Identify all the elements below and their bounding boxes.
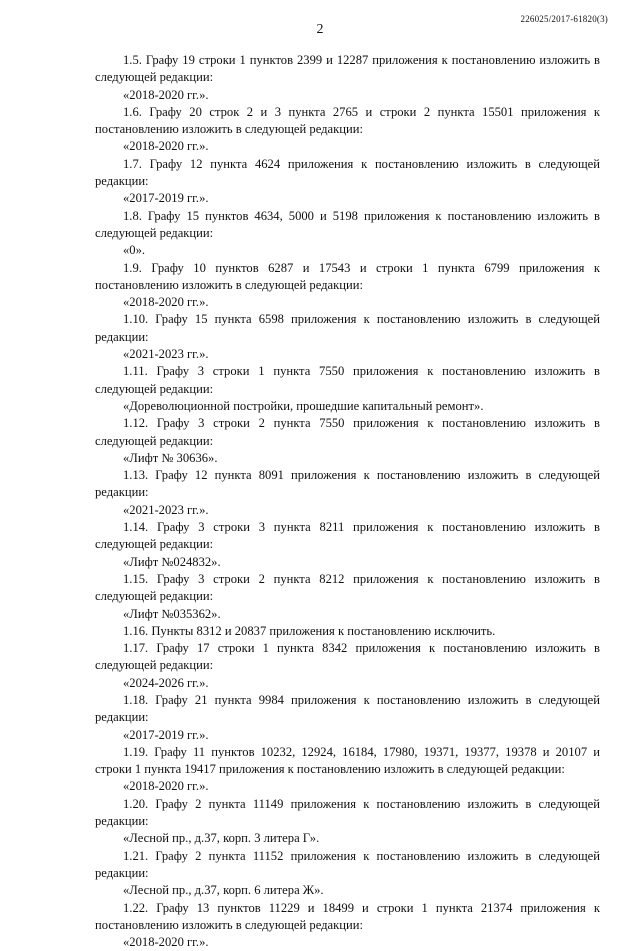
amendment-quote: «2024-2026 гг.». (123, 675, 209, 690)
amendment-paragraph: 1.16. Пункты 8312 и 20837 приложения к постановлению исключить. (123, 623, 496, 638)
amendment-paragraph: 1.11. Графу 3 строки 1 пункта 7550 приложения к постановлению изложить в следующей редакции: (95, 364, 600, 396)
amendment-paragraph: 1.21. Графу 2 пункта 11152 приложения к постановлению изложить в следующей редакции: (95, 848, 600, 880)
amendment-quote: «2018-2020 гг.». (123, 87, 209, 102)
amendment-paragraph: 1.14. Графу 3 строки 3 пункта 8211 приложения к постановлению изложить в следующей редакции: (95, 520, 600, 552)
document-code: 226025/2017-61820(3) (520, 14, 608, 24)
amendment-quote: «2018-2020 гг.». (123, 935, 209, 950)
amendment-quote: «2018-2020 гг.». (123, 295, 209, 310)
amendment-paragraph: 1.8. Графу 15 пунктов 4634, 5000 и 5198 приложения к постановлению изложить в следующей редакции: (95, 208, 600, 240)
amendment-quote: «Лесной пр., д.37, корп. 6 литера Ж». (123, 883, 324, 898)
amendment-paragraph: 1.10. Графу 15 пункта 6598 приложения к постановлению изложить в следующей редакции: (95, 312, 600, 344)
amendment-quote: «Лифт №024832». (123, 554, 221, 569)
page-number: 2 (316, 22, 324, 37)
document-body (95, 52, 600, 951)
amendment-quote: «2018-2020 гг.». (123, 139, 209, 154)
amendment-quote: «2017-2019 гг.». (123, 727, 209, 742)
amendment-quote: «Лесной пр., д.37, корп. 3 литера Г». (123, 831, 320, 846)
amendment-quote: «Дореволюционной постройки, прошедшие капитальный ремонт». (123, 398, 484, 413)
amendment-quote: «Лифт №035362». (123, 606, 221, 621)
amendment-paragraph: 1.12. Графу 3 строки 2 пункта 7550 приложения к постановлению изложить в следующей редакции: (95, 416, 600, 448)
amendment-paragraph: 1.19. Графу 11 пунктов 10232, 12924, 16184, 17980, 19371, 19377, 19378 и 20107 и строки 1 пункта 19417 приложения к постановлению изложить в следующей редакции: (95, 744, 600, 777)
amendment-quote: «2018-2020 гг.». (123, 779, 209, 794)
amendment-paragraph: 1.7. Графу 12 пункта 4624 приложения к постановлению изложить в следующей редакции: (95, 156, 600, 189)
amendment-paragraph: 1.6. Графу 20 строк 2 и 3 пункта 2765 и строки 2 пункта 15501 приложения к постановлению изложить в следующей редакции: (95, 104, 600, 137)
amendment-quote: «2021-2023 гг.». (123, 347, 209, 362)
amendment-paragraph: 1.20. Графу 2 пункта 11149 приложения к постановлению изложить в следующей редакции: (95, 796, 600, 829)
amendment-paragraph: 1.9. Графу 10 пунктов 6287 и 17543 и строки 1 пункта 6799 приложения к постановлению изложить в следующей редакции: (95, 260, 600, 292)
amendment-quote: «2017-2019 гг.». (123, 191, 209, 206)
amendment-quote: «Лифт № 30636». (123, 450, 218, 465)
amendment-paragraph: 1.17. Графу 17 строки 1 пункта 8342 приложения к постановлению изложить в следующей редакции: (95, 641, 600, 673)
amendment-paragraph: 1.18. Графу 21 пункта 9984 приложения к постановлению изложить в следующей редакции: (95, 692, 600, 725)
amendment-paragraph: 1.5. Графу 19 строки 1 пунктов 2399 и 12287 приложения к постановлению изложить в следующей редакции: (95, 53, 600, 85)
amendment-paragraph: 1.13. Графу 12 пункта 8091 приложения к постановлению изложить в следующей редакции: (95, 468, 600, 500)
amendment-paragraph: 1.22. Графу 13 пунктов 11229 и 18499 и строки 1 пункта 21374 приложения к постановлению изложить в следующей редакции: (95, 900, 600, 932)
amendment-quote: «0». (123, 243, 146, 258)
amendment-quote: «2021-2023 гг.». (123, 502, 209, 517)
amendment-paragraph: 1.15. Графу 3 строки 2 пункта 8212 приложения к постановлению изложить в следующей редакции: (95, 571, 600, 604)
